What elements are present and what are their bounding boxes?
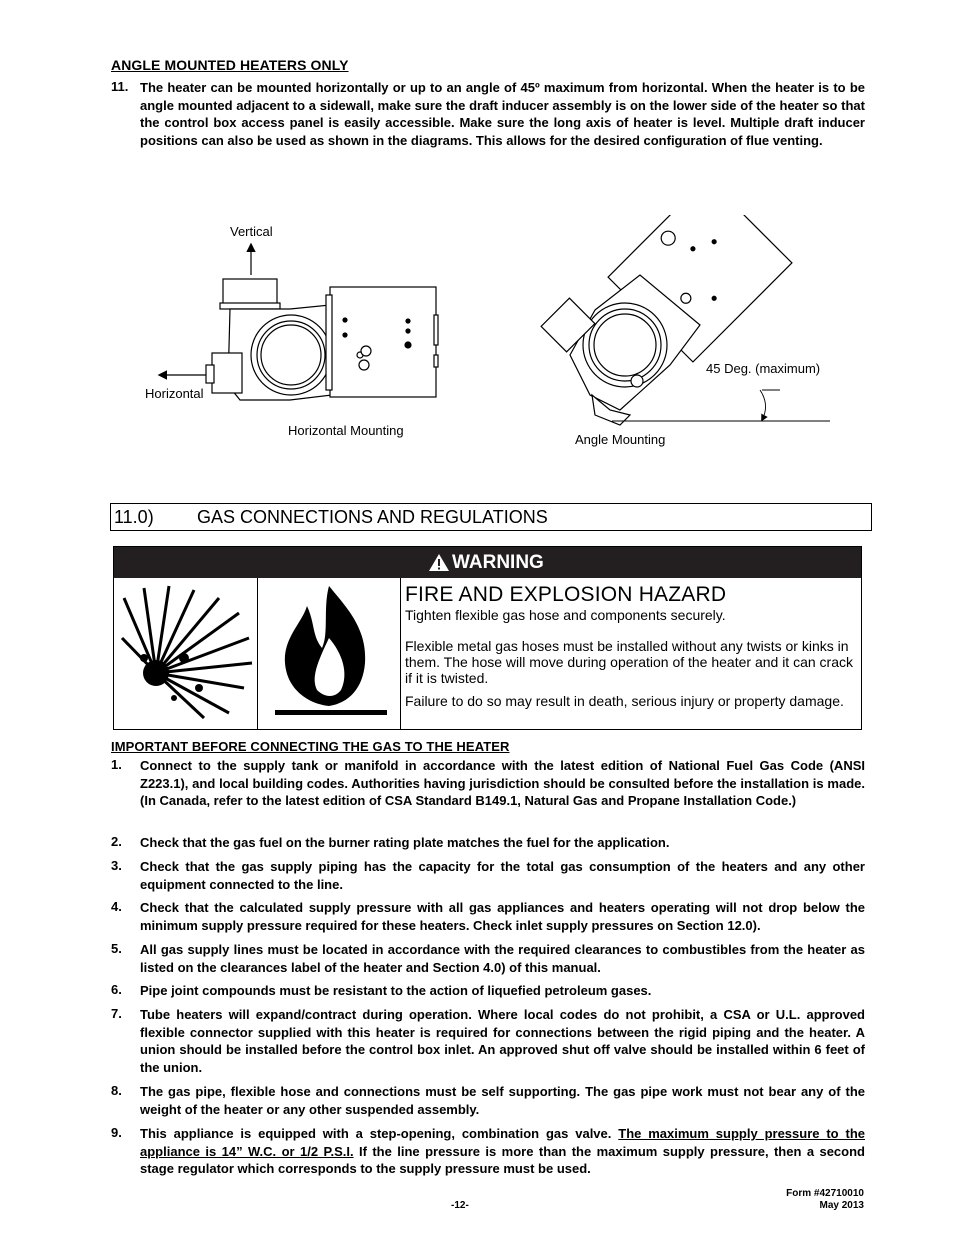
item-number: 5.: [111, 941, 122, 956]
angle-paragraph: The heater can be mounted horizontally or up to an angle of 45º maximum from horizontal. When the heater is to be angle mounted adjacent to a sidewall, make sure the draft inducer assembly is on the lower side of the heater so that the control box access panel is easily accessible. Make sure the long axis of heater is level. Multiple draft inducer positions can also be used as shown in the diagrams. This allows for the desired configuration of flue venting.: [140, 80, 865, 148]
warning-triangle-icon: [428, 553, 450, 572]
item-number: 9.: [111, 1125, 122, 1140]
warning-box: [113, 546, 862, 730]
item-text-emphasis: The maximum supply pressure to the appliance is 14” W.C. or 1/2 P.S.I.: [140, 1126, 865, 1159]
form-number: Form #42710010: [786, 1188, 864, 1199]
item-text: Pipe joint compounds must be resistant to the action of liquefied petroleum gases.: [140, 983, 652, 998]
explosion-icon: [114, 578, 257, 729]
warning-line-2: Flexible metal gas hoses must be installed without any twists or kinks in them. The hose will move during operation of the heater and it can crack if it is twisted.: [405, 638, 853, 686]
angle-heading: ANGLE MOUNTED HEATERS ONLY: [111, 57, 349, 73]
warning-line-3: Failure to do so may result in death, serious injury or property damage.: [405, 693, 844, 709]
item-number: 4.: [111, 899, 122, 914]
item-text: Connect to the supply tank or manifold in accordance with the latest edition of National Fuel Gas Code (ANSI Z223.1), and local building codes. Authorities having jurisdiction should be consulted before the installation is made. (In Canada, refer to the latest edition of CSA Standard B149.1, Natural Gas and Propane Installation Code.): [140, 758, 865, 809]
item-text-part: If the line pressure is more than the maximum supply pressure, then a second stage regulator which corresponds to the supply pressure must be used.: [140, 1143, 865, 1177]
label-angle-mounting: Angle Mounting: [575, 432, 666, 447]
item-number: 6.: [111, 982, 122, 997]
label-max-angle: 45 Deg. (maximum): [706, 361, 821, 376]
page-number: -12-: [451, 1200, 469, 1211]
item-number: 2.: [111, 834, 122, 849]
item-number: 11.: [111, 79, 129, 94]
explosion-cell: [114, 578, 258, 729]
important-heading: IMPORTANT BEFORE CONNECTING THE GAS TO THE HEATER: [111, 739, 510, 754]
warning-title: FIRE AND EXPLOSION HAZARD: [405, 583, 727, 606]
item-text: All gas supply lines must be located in accordance with the required clearances to combustibles from the heater as listed on the clearances label of the heater and Section 4.0) of this manual.: [140, 942, 865, 975]
form-date: May 2013: [819, 1200, 864, 1211]
item-text: The gas pipe, flexible hose and connections must be self supporting. The gas pipe work must not bear any of the weight of the heater or any other suspended assembly.: [140, 1084, 865, 1117]
item-text: Check that the gas supply piping has the capacity for the total gas consumption of the heaters and any other equipment connected to the line.: [140, 859, 865, 892]
label-horizontal-mounting: Horizontal Mounting: [288, 423, 404, 438]
mounting-figure: [140, 215, 860, 455]
warning-line-1: Tighten flexible gas hose and components securely.: [405, 607, 726, 623]
item-text: Check that the gas fuel on the burner rating plate matches the fuel for the application.: [140, 835, 670, 850]
label-horizontal: Horizontal: [145, 386, 204, 401]
item-text: Check that the calculated supply pressure with all gas appliances and heaters operating will not drop below the minimum supply pressure required for these heaters. Check inlet supply pressures on Section 12.0).: [140, 900, 865, 933]
section-header: [110, 503, 872, 531]
flame-cell: [257, 578, 401, 729]
section-title: GAS CONNECTIONS AND REGULATIONS: [197, 507, 548, 527]
item-text: [140, 1125, 865, 1178]
warning-label: WARNING: [452, 552, 544, 573]
section-number: 11.0): [114, 507, 154, 527]
item-number: 7.: [111, 1006, 122, 1021]
horizontal-heater: [160, 245, 438, 400]
item-number: 8.: [111, 1083, 122, 1098]
item-number: 3.: [111, 858, 122, 873]
item-text-part: This appliance is equipped with a step-opening, combination gas valve.: [140, 1126, 619, 1141]
label-vertical: Vertical: [230, 224, 273, 239]
angle-heater: [541, 215, 830, 425]
item-text: Tube heaters will expand/contract during operation. Where local codes do not prohibit, a CSA or U.L. approved flexible connector supplied with this heater is required for connections between the rigid piping and the heater. A union should be installed before the control box inlet. An approved shut off valve should be installed within 6 feet of the union.: [140, 1007, 865, 1075]
warning-header: [114, 547, 861, 578]
mounting-diagram: [140, 215, 860, 455]
flame-icon: [257, 578, 400, 729]
item-number: 1.: [111, 757, 122, 772]
